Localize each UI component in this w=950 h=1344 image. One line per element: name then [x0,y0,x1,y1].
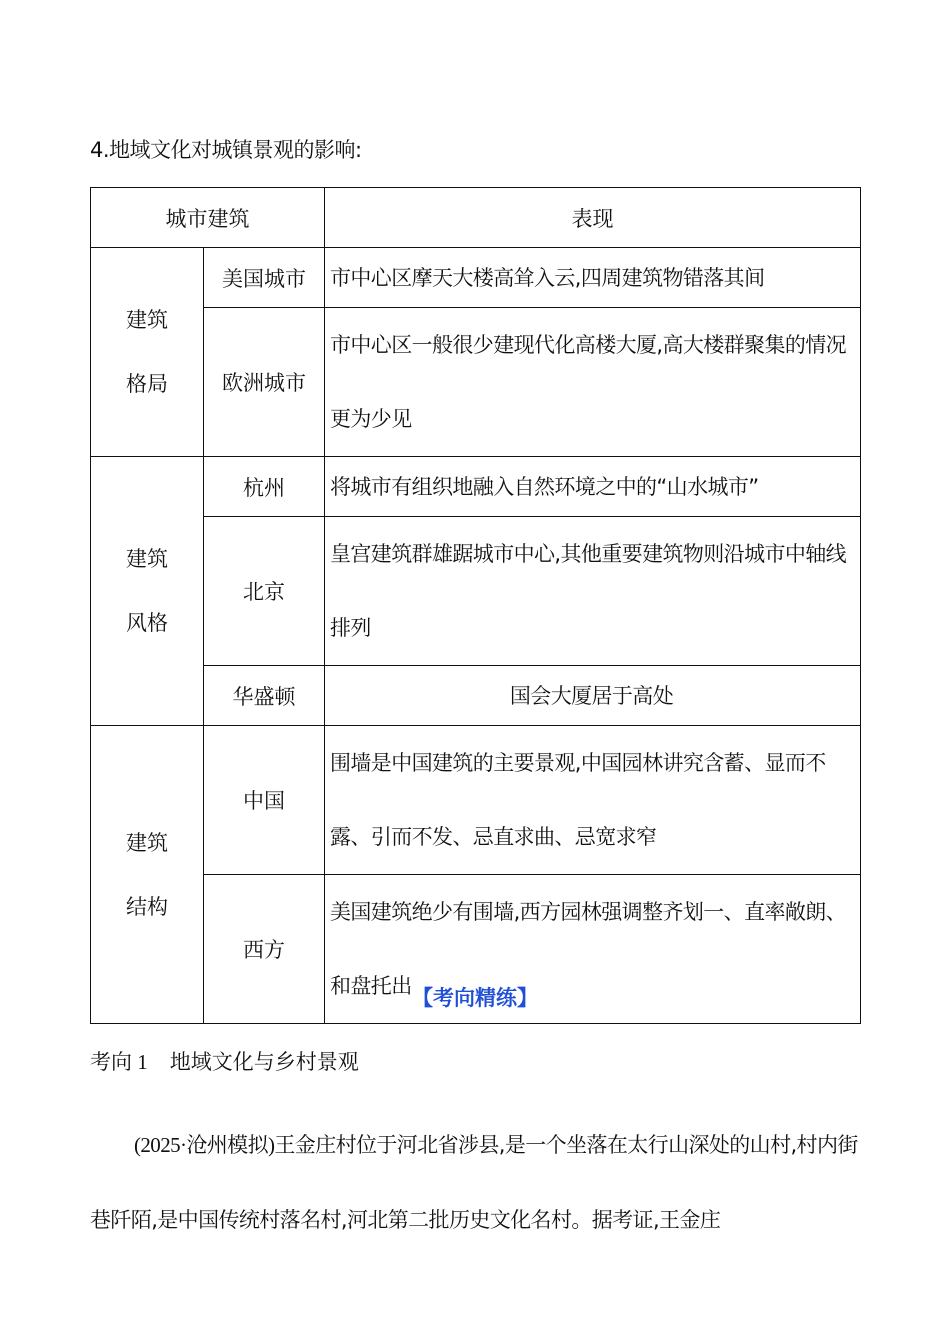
topic-number: 考向 1 [90,1050,148,1074]
table-row [91,666,861,726]
city-cell: 欧洲城市 [204,308,325,457]
city-cell: 北京 [204,517,325,666]
description-cell: 国会大厦居于高处 [325,666,861,726]
city-cell: 杭州 [204,457,325,517]
description-cell: 市中心区摩天大楼高耸入云,四周建筑物错落其间 [325,248,861,308]
table-row [91,248,861,308]
group-label-line: 建筑 [126,308,168,332]
table-row [91,457,861,517]
description-cell: 将城市有组织地融入自然环境之中的“山水城市” [325,457,861,517]
description-cell: 围墙是中国建筑的主要景观,中国园林讲究含蓄、显而不露、引而不发、忌直求曲、忌宽求窄 [325,726,861,875]
urban-culture-table [90,187,861,1024]
question-source: (2025·沧州模拟) [134,1133,275,1157]
description-cell: 美国建筑绝少有围墙,西方园林强调整齐划一、直率敞朗、和盘托出 [325,875,861,1024]
header-city-building: 城市建筑 [91,188,325,248]
question-text: 王金庄村位于河北省涉县,是一个坐落在太行山深处的山村,村内街巷阡陌,是中国传统村落名村,河北第二批历史文化名村。据考证,王金庄 [90,1133,858,1232]
group-label-structure [91,726,204,1024]
header-performance: 表现 [325,188,861,248]
group-label-layout [91,248,204,457]
table-row [91,517,861,666]
city-cell: 美国城市 [204,248,325,308]
practice-section-title: 【考向精练】 [412,986,538,1010]
topic-title: 地域文化与乡村景观 [169,1050,359,1074]
topic-heading [90,1047,359,1077]
city-cell: 中国 [204,726,325,875]
city-cell: 华盛顿 [204,666,325,726]
group-label-line: 建筑 [126,830,168,855]
group-label-style [91,457,204,726]
description-cell: 市中心区一般很少建现代化高楼大厦,高大楼群聚集的情况更为少见 [325,308,861,457]
group-label-line: 建筑 [126,547,168,571]
table-header-row [91,188,861,248]
group-label-line: 风格 [126,611,168,635]
question-paragraph [90,1108,865,1258]
group-label-line: 结构 [126,894,168,919]
table-row [91,726,861,875]
table-row [91,308,861,457]
group-label-line: 格局 [126,372,168,396]
city-cell: 西方 [204,875,325,1024]
description-cell: 皇宫建筑群雄踞城市中心,其他重要建筑物则沿城市中轴线排列 [325,517,861,666]
section-heading: 4.地域文化对城镇景观的影响: [90,138,362,162]
